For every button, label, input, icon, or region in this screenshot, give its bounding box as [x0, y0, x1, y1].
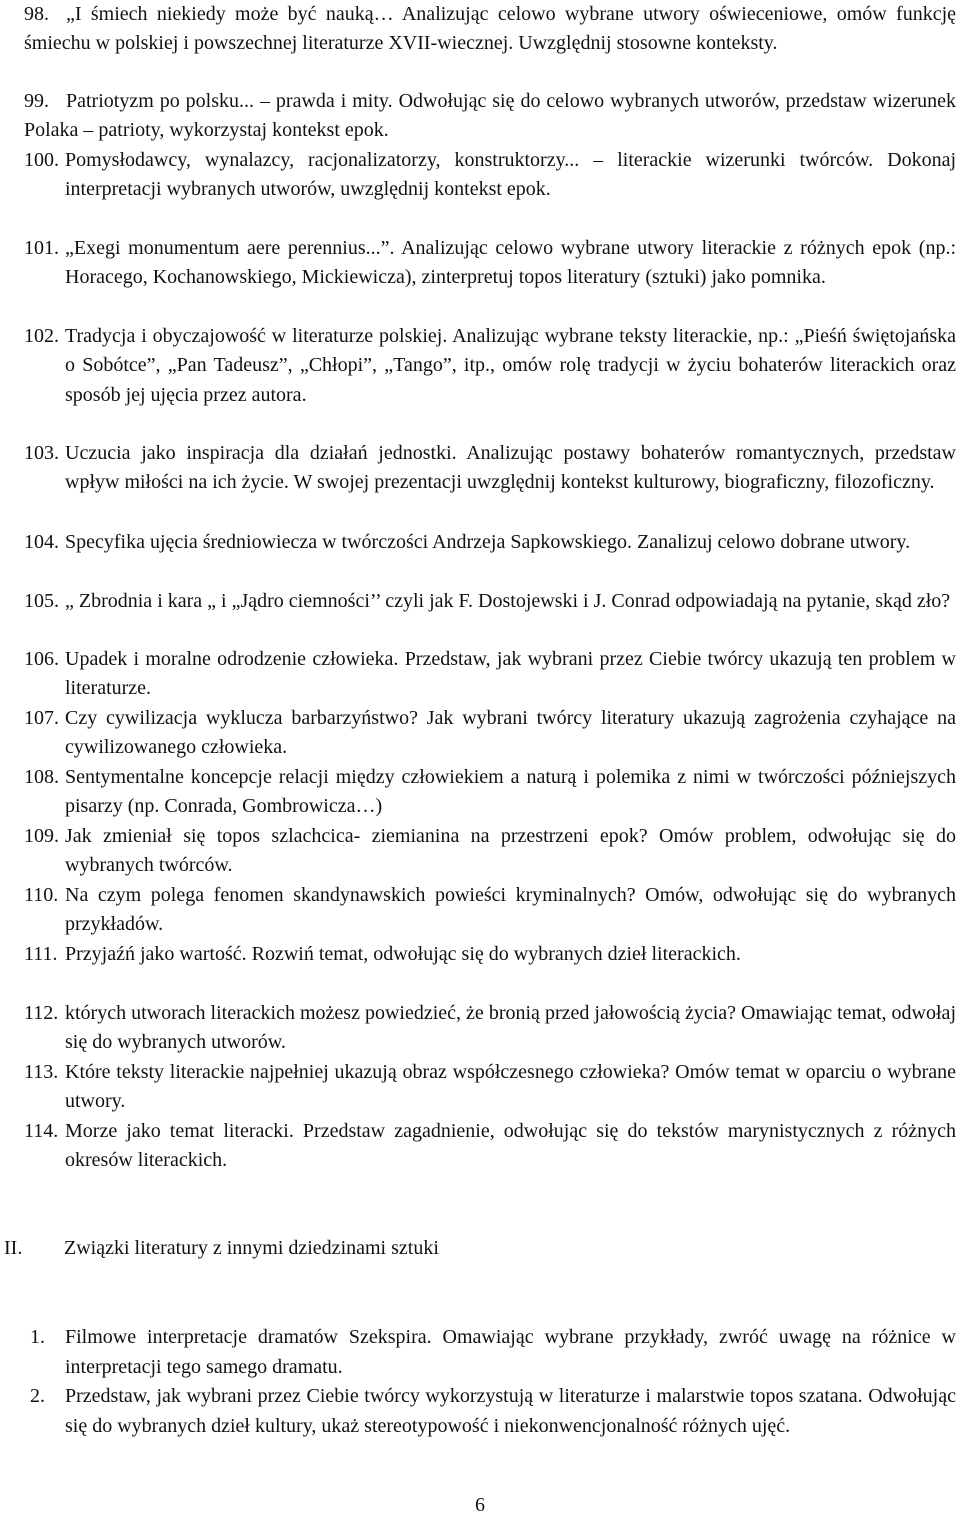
topic-number: 109. [24, 825, 59, 847]
topic-101 [24, 234, 956, 293]
topic-number: 102. [24, 325, 59, 347]
topic-text: Upadek i moralne odrodzenie człowieka. Przedstaw, jak wybrani przez Ciebie twórcy ukazują ten problem w literaturze. [65, 648, 956, 700]
topic-text: Patriotyzm po polsku... – prawda i mity. Odwołując się do celowo wybranych utworów, przedstaw wizerunek Polaka – patrioty, wykorzystaj kontekst epok. [24, 90, 956, 142]
topic-text: „Exegi monumentum aere perennius...”. Analizując celowo wybrane utwory literackie z różnych epok (np.: Horacego, Kochanowskiego, Mickiewicza), zinterpretuj topos literatury (sztuki) jako pomnika. [65, 237, 956, 289]
topic-number: 112. [24, 1002, 59, 1024]
topic-text: Przedstaw, jak wybrani przez Ciebie twórcy wykorzystują w literaturze i malarstwie topos szatana. Odwołując się do wybranych dzieł kultury, ukaż stereotypowość i niekonwencjonalność różnych ujęć. [65, 1385, 956, 1437]
topic-number: 98. [24, 3, 49, 25]
topic-110 [24, 881, 956, 940]
topic-number: 1. [30, 1326, 45, 1348]
topic-number: 101. [24, 237, 59, 259]
topic-text: Jak zmieniał się topos szlachcica- ziemianina na przestrzeni epok? Omów problem, odwołując się do wybranych twórców. [65, 825, 956, 877]
topic-111 [24, 940, 956, 969]
topic-98 [24, 0, 956, 59]
section-topic-1 [30, 1323, 956, 1382]
topic-107 [24, 704, 956, 763]
topic-text: Filmowe interpretacje dramatów Szekspira. Omawiając wybrane przykłady, zwróć uwagę na różnice w interpretacji tego samego dramatu. [65, 1326, 956, 1378]
topic-number: 111. [24, 943, 58, 965]
section-topic-2 [30, 1382, 956, 1441]
topic-99 [24, 87, 956, 146]
topic-text: „I śmiech niekiedy może być nauką… Analizując celowo wybrane utwory oświeceniowe, omów funkcję śmiechu w polskiej i powszechnej literaturze XVII-wiecznej. Uwzględnij stosowne konteksty. [24, 3, 956, 55]
topic-text: Pomysłodawcy, wynalazcy, racjonalizatorzy, konstruktorzy... – literackie wizerunki twórców. Dokonaj interpretacji wybranych utworów, uwzględnij kontekst epok. [65, 149, 956, 201]
topic-number: 103. [24, 442, 59, 464]
topic-text: Które teksty literackie najpełniej ukazują obraz współczesnego człowieka? Omów temat w oparciu o wybrane utwory. [65, 1061, 956, 1113]
topic-number: 99. [24, 90, 49, 112]
topic-text: których utworach literackich możesz powiedzieć, że bronią przed jałowością życia? Omawiając temat, odwołaj się do wybranych utworów. [65, 1002, 956, 1054]
page-number: 6 [475, 1494, 485, 1516]
topic-number: 108. [24, 766, 59, 788]
topic-number: 100. [24, 149, 59, 171]
topic-text: „ Zbrodnia i kara „ i „Jądro ciemności’’ czyli jak F. Dostojewski i J. Conrad odpowiadają na pytanie, skąd zło? [65, 590, 951, 612]
topic-text: Sentymentalne koncepcje relacji między człowiekiem a naturą i polemika z nimi w twórczości późniejszych pisarzy (np. Conrada, Gombrowicza…) [65, 766, 956, 818]
topic-number: 113. [24, 1061, 59, 1083]
topic-105 [24, 587, 956, 616]
topic-104 [24, 528, 956, 557]
topic-text: Tradycja i obyczajowość w literaturze polskiej. Analizując wybrane teksty literackie, np.: „Pieśń świętojańska o Sobótce”, „Pan Tadeusz”, „Chłopi”, „Tango”, itp., omów rolę tradycji w życiu bohaterów literackich oraz sposób jej ujęcia przez autora. [65, 325, 956, 406]
topic-number: 114. [24, 1120, 59, 1142]
topic-text: Przyjaźń jako wartość. Rozwiń temat, odwołując się do wybranych dzieł literackich. [65, 943, 741, 965]
topic-114 [24, 1117, 956, 1176]
topic-text: Czy cywilizacja wyklucza barbarzyństwo? Jak wybrani twórcy literatury ukazują zagrożenia czyhające na cywilizowanego człowieka. [65, 707, 956, 759]
topic-113 [24, 1058, 956, 1117]
topic-100 [24, 146, 956, 205]
topic-text: Uczucia jako inspiracja dla działań jednostki. Analizując postawy bohaterów romantycznych, przedstaw wpływ miłości na ich życie. W swojej prezentacji uwzględnij kontekst kulturowy, biograficzny, filozoficzny. [65, 442, 956, 494]
section-number: II. [4, 1237, 23, 1259]
topic-number: 2. [30, 1385, 45, 1407]
topic-text: Specyfika ujęcia średniowiecza w twórczości Andrzeja Sapkowskiego. Zanalizuj celowo dobrane utwory. [65, 531, 911, 553]
topic-number: 107. [24, 707, 59, 729]
topic-text: Na czym polega fenomen skandynawskich powieści kryminalnych? Omów, odwołując się do wybranych przykładów. [65, 884, 956, 936]
topic-number: 106. [24, 648, 59, 670]
topic-106 [24, 645, 956, 704]
topic-number: 104. [24, 531, 59, 553]
section-title: Związki literatury z innymi dziedzinami sztuki [64, 1237, 439, 1259]
topic-108 [24, 763, 956, 822]
topic-109 [24, 822, 956, 881]
topic-text: Morze jako temat literacki. Przedstaw zagadnienie, odwołując się do tekstów marynistycznych z różnych okresów literackich. [65, 1120, 956, 1172]
topic-number: 105. [24, 590, 59, 612]
topic-102 [24, 322, 956, 410]
topic-number: 110. [24, 884, 59, 906]
topic-103 [24, 439, 956, 498]
topic-112 [24, 999, 956, 1058]
